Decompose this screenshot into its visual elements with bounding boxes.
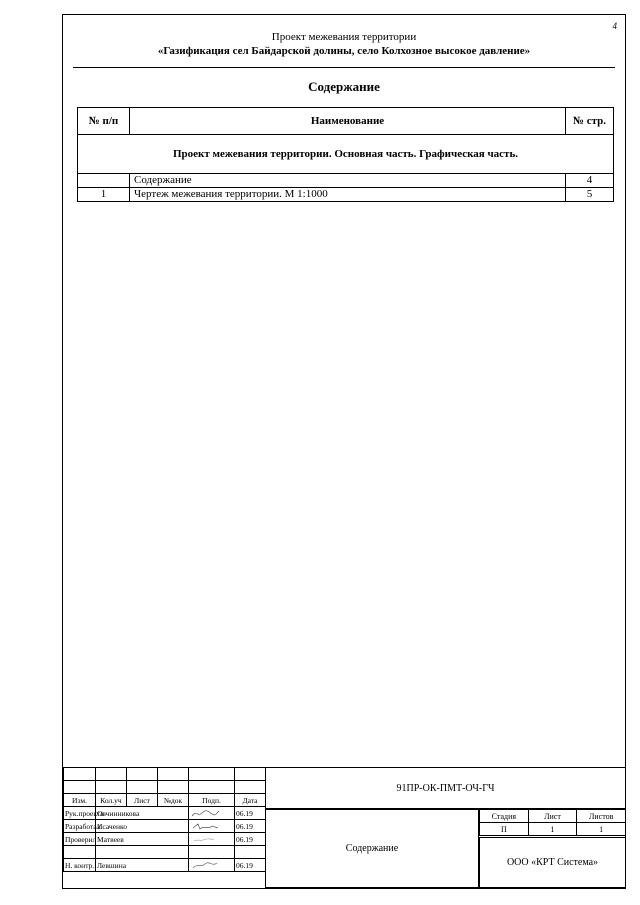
sheets-header: Листов <box>577 810 626 823</box>
col-name-header: Наименование <box>130 108 566 135</box>
header-divider <box>73 67 615 68</box>
signature-row <box>64 833 266 846</box>
signature-icon <box>189 807 235 820</box>
sign-date: 06.19 <box>235 859 266 872</box>
signature-row <box>64 807 266 820</box>
col-data: Дата <box>235 794 266 807</box>
project-subtitle: «Газификация сел Байдарской долины, село Колхозное высокое давление» <box>157 45 531 57</box>
document-name: Содержание <box>265 809 479 888</box>
col-number-header: № п/п <box>78 108 130 135</box>
person-name: Левшина <box>96 859 189 872</box>
sheets-value: 1 <box>577 823 626 836</box>
signature-icon <box>189 820 235 833</box>
sign-date: 06.19 <box>235 833 266 846</box>
column-headers-row <box>64 794 266 807</box>
contents-table <box>77 107 614 202</box>
organization-name: ООО «КРТ Система» <box>479 837 626 888</box>
stage-header: Стадия <box>480 810 529 823</box>
page-frame <box>62 14 626 889</box>
sheet-value: 1 <box>528 823 577 836</box>
col-koluch: Кол.уч <box>96 794 127 807</box>
sign-date: 06.19 <box>235 820 266 833</box>
row-name: Чертеж межевания территории. М 1:1000 <box>130 188 566 202</box>
page-title: Содержание <box>308 79 380 94</box>
sign-date: 06.19 <box>235 807 266 820</box>
col-list: Лист <box>127 794 158 807</box>
row-number <box>78 174 130 188</box>
table-header-row <box>78 108 614 135</box>
role-label: Рук.проекта <box>65 808 104 818</box>
col-izm: Изм. <box>64 794 96 807</box>
role-label: Н. контр. <box>65 860 95 870</box>
col-ndok: №док <box>158 794 189 807</box>
title-block <box>63 767 626 888</box>
project-title: Проект межевания территории <box>271 31 417 43</box>
person-name: Матвеев <box>96 833 189 846</box>
revision-grid <box>63 767 265 888</box>
signature-icon <box>189 859 235 872</box>
signature-row <box>64 820 266 833</box>
stage-value: П <box>480 823 529 836</box>
signature-icon <box>189 833 235 846</box>
table-row <box>78 188 614 202</box>
section-title: Проект межевания территории. Основная часть. Графическая часть. <box>78 135 614 174</box>
row-page: 5 <box>566 188 614 202</box>
sheet-header: Лист <box>528 810 577 823</box>
role-label: Проверил <box>65 834 97 844</box>
col-page-header: № стр. <box>566 108 614 135</box>
col-podp: Подп. <box>189 794 235 807</box>
document-code: 91ПР-ОК-ПМТ-ОЧ-ГЧ <box>265 767 626 809</box>
person-name: Овчинникова <box>96 807 189 820</box>
section-row <box>78 135 614 174</box>
table-row <box>78 174 614 188</box>
stage-table <box>479 809 626 839</box>
row-page: 4 <box>566 174 614 188</box>
role-label: Разработал <box>65 821 101 831</box>
signature-row <box>64 859 266 872</box>
person-name: Исаченко <box>96 820 189 833</box>
row-number: 1 <box>78 188 130 202</box>
page-number: 4 <box>612 21 617 31</box>
row-name: Содержание <box>130 174 566 188</box>
